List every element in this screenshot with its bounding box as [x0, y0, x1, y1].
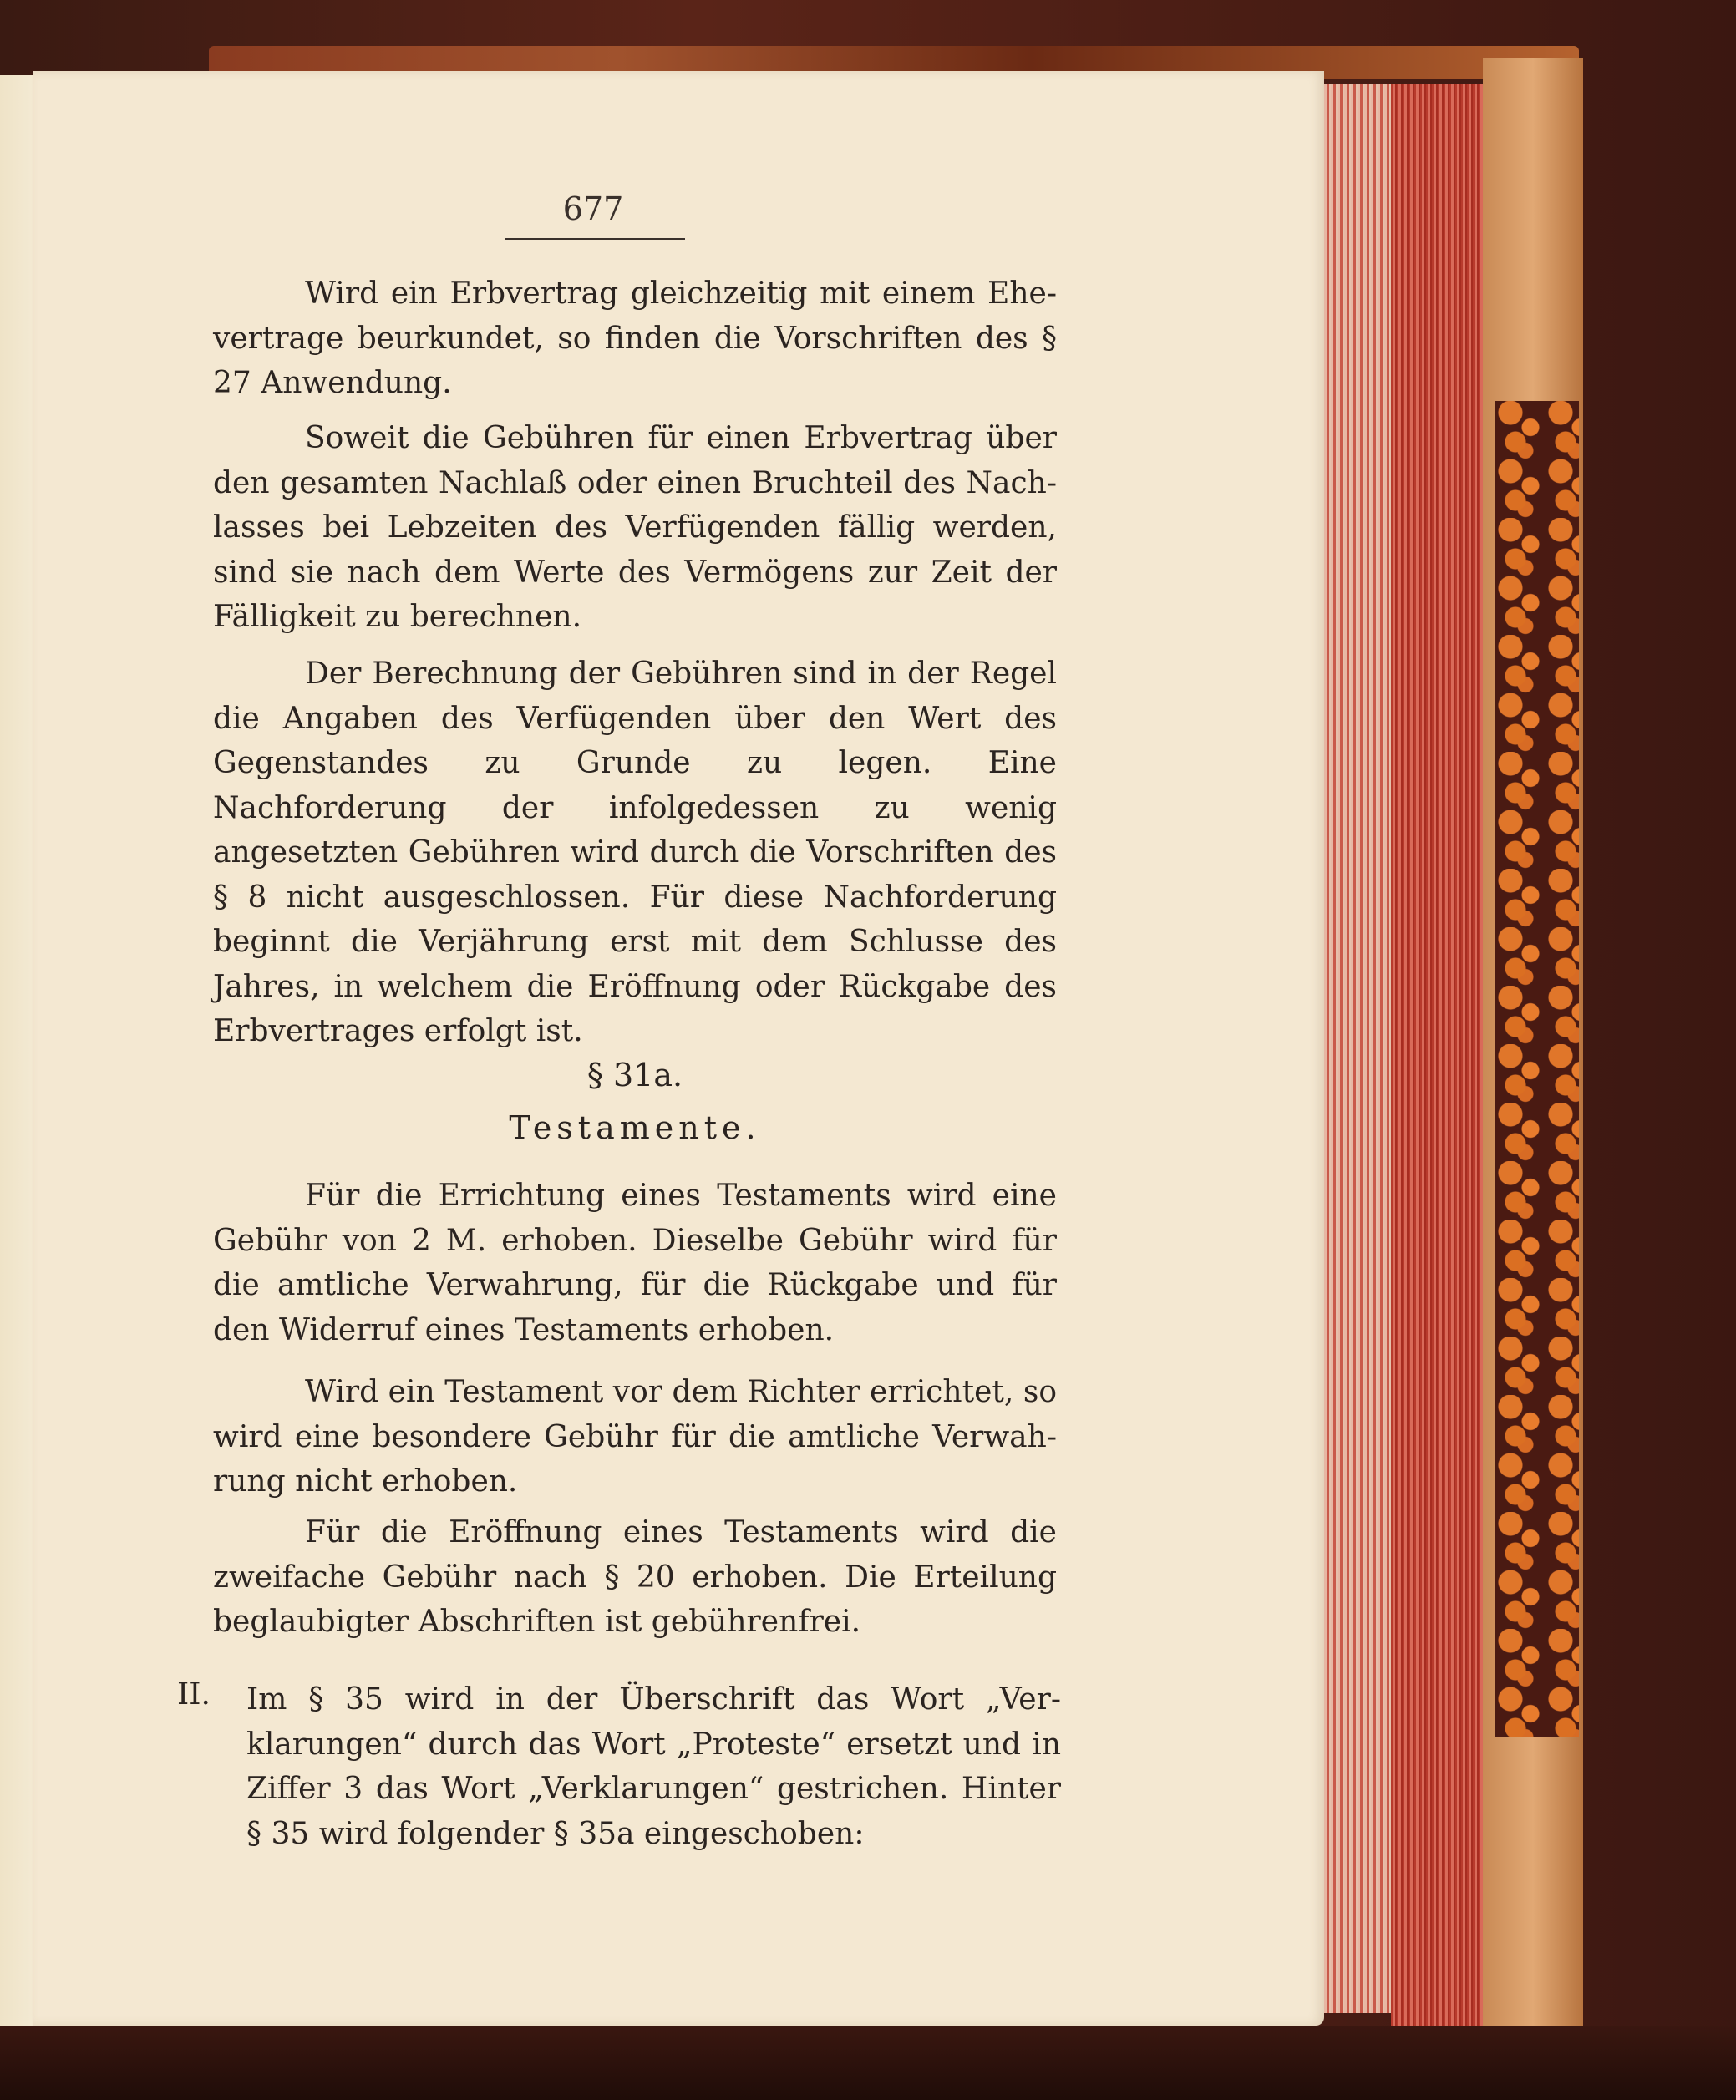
- bottom-shadow: [0, 2026, 1736, 2100]
- item-marker: II.: [177, 1677, 211, 1712]
- paragraph-7: [246, 1677, 1061, 1856]
- paragraph-2: [213, 416, 1057, 640]
- section-title: Testamente.: [509, 1109, 761, 1146]
- section-number: § 31a.: [586, 1057, 683, 1093]
- paragraph-4: [213, 1174, 1057, 1352]
- paragraph-3: [213, 652, 1057, 1054]
- paragraph-text: Der Berechnung der Gebühren sind in der Regel die Angaben des Verfügenden über den Wert des Gegenstandes zu Grunde zu legen. Eine Nachforderung der infolgedessen zu wenig angesetzten Gebühren wird durch die Vorschriften des § 8 nicht ausgeschlossen. Für diese Nachforderung beginnt die Verjährung erst mit dem Schlusse des Jahres, in welchem die Eröffnung oder Rückgabe des Erbvertrages erfolgt ist.: [213, 657, 1057, 1048]
- paragraph-text: Wird ein Erbvertrag gleichzeitig mit einem Ehevertrage beurkundet, so finden die Vorschriften des § 27 Anwendung.: [213, 276, 1057, 400]
- paragraph-6: [213, 1510, 1057, 1645]
- page-number-rule: [505, 238, 685, 240]
- paragraph-text: Für die Eröffnung eines Testaments wird die zweifache Gebühr nach § 20 erhoben. Die Erteilung beglaubigter Abschriften ist gebührenfrei.: [213, 1515, 1057, 1639]
- page-edge: [1324, 84, 1391, 2013]
- paragraph-text: Für die Errichtung eines Testaments wird eine Gebühr von 2 M. erhoben. Dieselbe Gebühr wird für die amtliche Verwahrung, für die Rückgabe und für den Widerruf eines Testaments erhoben.: [213, 1179, 1057, 1347]
- paragraph-text: Soweit die Gebühren für einen Erbvertrag über den gesamten Nachlaß oder einen Bruchteil des Nachlasses bei Lebzeiten des Verfügenden fällig werden, sind sie nach dem Werte des Vermögens zur Zeit der Fälligkeit zu berechnen.: [213, 421, 1057, 634]
- paragraph-text: Wird ein Testament vor dem Richter errichtet, so wird eine besondere Gebühr für die amtliche Verwahrung nicht erhoben.: [213, 1375, 1057, 1499]
- paragraph-5: [213, 1370, 1057, 1504]
- page-block-edge: [1391, 84, 1483, 2030]
- paragraph-1: [213, 271, 1057, 406]
- page-number: 677: [562, 190, 624, 227]
- paragraph-text: Im § 35 wird in der Überschrift das Wort „Verklarungen“ durch das Wort „Proteste“ ersetzt und in Ziffer 3 das Wort „Verklarungen“ gestrichen. Hinter § 35 wird folgender § 35a eingeschoben:: [246, 1682, 1061, 1851]
- marbled-cover: [1495, 401, 1579, 1737]
